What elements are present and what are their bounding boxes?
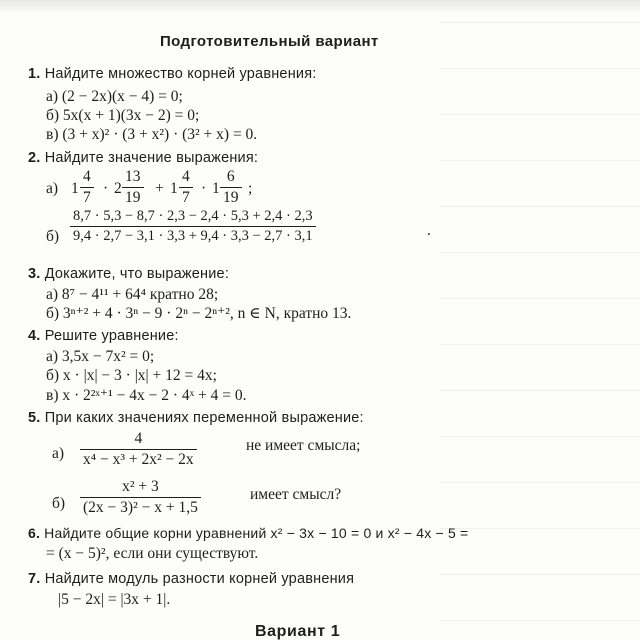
- fraction-4: $\frac{6}{19}$: [220, 168, 242, 207]
- fraction-3: $\frac{4}{7}$: [179, 168, 193, 207]
- operator-3: ·: [201, 180, 207, 197]
- task-5-b-tail: имеет смысл?: [250, 486, 342, 503]
- task-2-b-end: .: [427, 222, 431, 239]
- next-section-title: Вариант 1: [255, 623, 341, 640]
- task-4-b: б) x · |x| − 3 · |x| + 12 = 4x;: [46, 367, 217, 384]
- task-1-c: в) (3 + x)² · (3 + x²) · (3² + x) = 0.: [46, 126, 258, 143]
- task-6-line2: = (x − 5)², если они существуют.: [46, 545, 259, 562]
- task-3-a: а) 8⁷ − 4¹¹ + 64⁴ кратно 28;: [46, 286, 219, 303]
- task-3-b: б) 3ⁿ⁺² + 4 · 3ⁿ − 9 · 2ⁿ − 2ⁿ⁺², n ∈ N, кратно 13.: [46, 305, 352, 322]
- operator-1: ·: [103, 180, 109, 197]
- task-1: 1. Найдите множество корней уравнения:: [28, 66, 317, 82]
- fraction-1: $\frac{4}{7}$: [80, 168, 94, 207]
- task-6: 6. Найдите общие корни уравнений x² − 3x − 10 = 0 и x² − 4x − 5 =: [28, 525, 469, 541]
- mixed-whole-3: 1: [170, 180, 178, 197]
- mixed-whole-1: 1: [71, 180, 79, 197]
- task-1-a: а) (2 − 2x)(x − 4) = 0;: [46, 88, 183, 105]
- task-7-line2: |5 − 2x| = |3x + 1|.: [58, 591, 171, 608]
- end-semicolon: ;: [248, 180, 253, 197]
- operator-2: +: [155, 180, 164, 197]
- task-5-a-label: а): [52, 445, 65, 462]
- task-2-b-fraction: $\frac{8,7 \cdot 5,3 - 8,7 \cdot 2,3 - 2,4 \cdot 5,3 + 2,4 \cdot 2,3}{9,4 \cdot 2,7 - 3,1 \cdot 3,3 + 9,4 \cdot 3,3 - 2,7 \cdot 3,1}$: [70, 208, 316, 245]
- task-5-b-label: б): [52, 495, 66, 512]
- mixed-whole-2: 2: [114, 180, 122, 197]
- show-through-text: [440, 0, 640, 640]
- task-4: 4. Решите уравнение:: [28, 328, 179, 344]
- task-5: 5. При каких значениях переменной выражение:: [28, 410, 364, 426]
- task-3: 3. Докажите, что выражение:: [28, 266, 230, 282]
- mixed-whole-4: 1: [212, 180, 220, 197]
- page-title: Подготовительный вариант: [160, 33, 379, 50]
- task-7: 7. Найдите модуль разности корней уравнения: [28, 571, 355, 587]
- fraction-2: $\frac{13}{19}$: [122, 168, 144, 207]
- task-5-a-fraction: $\frac{4}{\text{x⁴ − x³ + 2x² − 2x}}$: [80, 430, 197, 469]
- task-2-b-label: б): [46, 228, 60, 245]
- task-2: 2. Найдите значение выражения:: [28, 150, 259, 166]
- task-2-a-label: а): [46, 180, 59, 197]
- task-1-b: б) 5x(x + 1)(3x − 2) = 0;: [46, 107, 200, 124]
- task-4-c: в) x · 2²ˣ⁺¹ − 4x − 2 · 4ˣ + 4 = 0.: [46, 387, 247, 404]
- task-4-a: а) 3,5x − 7x² = 0;: [46, 348, 155, 365]
- task-5-b-fraction: $\frac{\text{x² + 3}}{\text{(2x − 3)² − x + 1,5}}$: [80, 478, 201, 517]
- task-5-a-tail: не имеет смысла;: [246, 437, 361, 454]
